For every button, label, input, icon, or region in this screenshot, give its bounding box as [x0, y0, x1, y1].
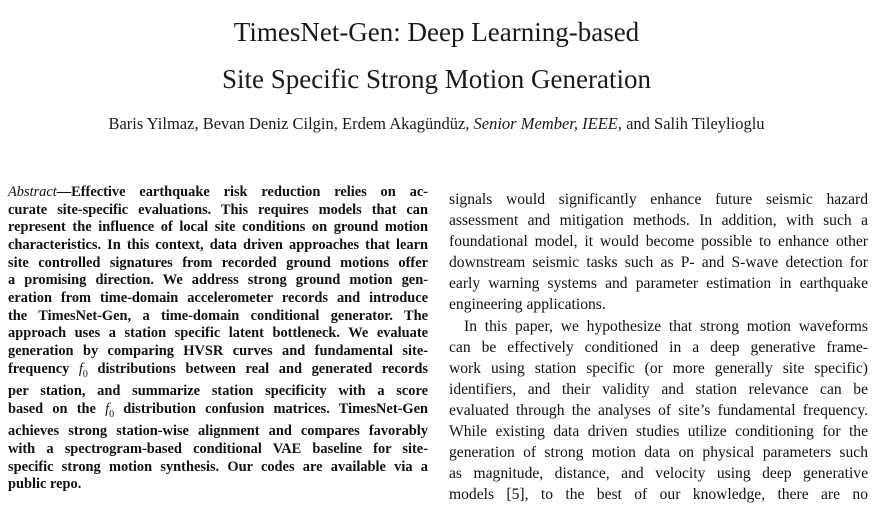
- body-line: early warning systems and parameter estimation in earthquake: [449, 275, 868, 293]
- body-line: models [5], to the best of our knowledge, there are no: [449, 486, 868, 504]
- abstract-line: curate site-specific evaluations. This requires models that can: [8, 201, 428, 218]
- author-membership: Senior Member, IEEE,: [473, 114, 622, 133]
- author-list: [0, 113, 873, 135]
- abstract-line: eration from time-domain accelerometer records and introduce: [8, 289, 428, 306]
- abstract: [8, 184, 428, 494]
- abstract-line: represent the influence of local site conditions on ground motion: [8, 219, 428, 236]
- abstract-line: achieves strong station-wise alignment and compares favorably: [8, 423, 428, 440]
- body-line: identifiers, and their validity and station relevance can be: [449, 380, 868, 398]
- body-line: generation of strong motion data on physical parameters such: [449, 444, 868, 462]
- body-text: [449, 189, 868, 505]
- body-line: as magnitude, distance, and velocity using deep generative: [449, 465, 868, 483]
- body-line: evaluated through the analyses of site’s fundamental frequency.: [449, 401, 868, 419]
- f0-symbol: $f_0$: [105, 400, 115, 420]
- abstract-line: based on the $f_0$ distribution confusion matrices. TimesNet-Gen: [8, 400, 428, 420]
- body-line: work using station specific (or more generally site specific): [449, 359, 868, 377]
- abstract-line: a promising direction. We address strong ground motion gen-: [8, 272, 428, 289]
- body-line: can be effectively conditioned in a deep generative frame-: [449, 338, 868, 356]
- abstract-label: Abstract: [8, 184, 57, 200]
- body-line: In this paper, we hypothesize that strong motion waveforms: [464, 317, 868, 335]
- body-line: signals would significantly enhance future seismic hazard: [449, 191, 868, 208]
- paper-title-line-1: TimesNet-Gen: Deep Learning-based: [233, 17, 640, 47]
- abstract-line: frequency $f_0$ distributions between real and generated records: [8, 360, 428, 380]
- body-line: foundational model, it would become possible to enhance other: [449, 233, 868, 251]
- abstract-line: the TimesNet-Gen, a time-domain conditional generator. The: [8, 307, 428, 324]
- abstract-line: public repo.: [8, 476, 82, 493]
- f0-symbol: $f_0$: [78, 360, 88, 380]
- abstract-line: site controlled signatures from recorded ground motions offer: [8, 254, 428, 271]
- body-line: assessment and mitigation methods. In addition, with such a: [449, 212, 868, 230]
- paper-title-line-2: Site Specific Strong Motion Generation: [222, 64, 651, 94]
- authors-names: Baris Yilmaz, Bevan Deniz Cilgin, Erdem Akagündüz,: [108, 114, 470, 133]
- abstract-line: per station, and summarize station specificity with a score: [8, 383, 428, 400]
- abstract-line: with a spectrogram-based conditional VAE baseline for site-: [8, 440, 428, 457]
- body-line: downstream seismic tasks such as P- and S-wave detection for: [449, 254, 868, 272]
- abstract-line: Abstract—Effective earthquake risk reduction relies on ac-: [8, 184, 428, 200]
- authors-last: and Salih Tileylioglu: [626, 114, 765, 133]
- abstract-line: approach uses a station specific latent bottleneck. We evaluate: [8, 325, 428, 342]
- body-line: While existing data driven studies utilize conditioning for the: [449, 423, 868, 441]
- abstract-line: characteristics. In this context, data driven approaches that learn: [8, 236, 428, 253]
- body-line: engineering applications.: [449, 296, 606, 314]
- abstract-line: specific strong motion synthesis. Our codes are available via a: [8, 458, 428, 475]
- abstract-line: generation by comparing HVSR curves and fundamental site-: [8, 342, 428, 359]
